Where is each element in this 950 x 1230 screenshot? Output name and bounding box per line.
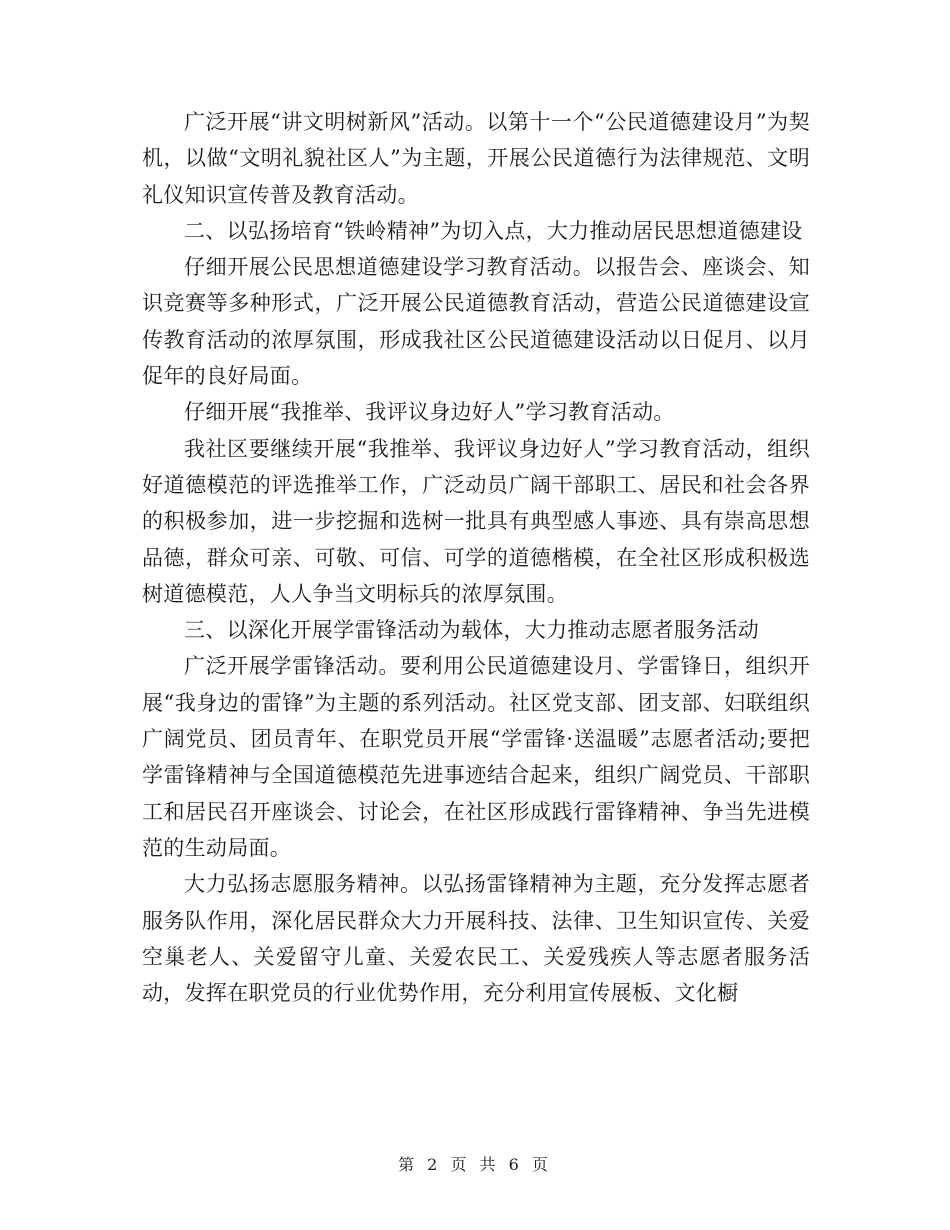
page-number-footer: 第 2 页 共 6 页 xyxy=(398,1155,552,1174)
paragraph-lei-feng-activities: 广泛开展学雷锋活动。要利用公民道德建设月、学雷锋日，组织开展“我身边的雷锋”为主题的系列活动。社区党支部、团支部、妇联组织广阔党员、团员青年、在职党员开展“学雷锋·送温暖”志愿者活动;要把学雷锋精神与全国道德模范先进事迹结合起来，组织广阔党员、干部职工和居民召开座谈会、讨论会，在社区形成践行雷锋精神、争当先进模范的生动局面。 xyxy=(142,654,810,860)
paragraph-civility-campaign: 广泛开展“讲文明树新风”活动。以第十一个“公民道德建设月”为契机，以做“文明礼貌社区人”为主题，开展公民道德行为法律规范、文明礼仪知识宣传普及教育活动。 xyxy=(142,110,810,207)
section-heading-two: 二、以弘扬培育“铁岭精神”为切入点，大力推动居民思想道德建设 xyxy=(184,218,803,243)
paragraph-volunteer-spirit: 大力弘扬志愿服务精神。以弘扬雷锋精神为主题，充分发挥志愿者服务队作用，深化居民群众大力开展科技、法律、卫生知识宣传、关爱空巢老人、关爱留守儿童、关爱农民工、关爱残疾人等志愿者服务活动，发挥在职党员的行业优势作用，充分利用宣传展板、文化橱 xyxy=(142,872,810,1006)
document-body xyxy=(142,104,810,1011)
paragraph-moral-education: 仔细开展公民思想道德建设学习教育活动。以报告会、座谈会、知识竞赛等多种形式，广泛开展公民道德教育活动，营造公民道德建设宣传教育活动的浓厚氛围，形成我社区公民道德建设活动以日促月、以月促年的良好局面。 xyxy=(142,255,810,389)
paragraph-moral-models: 我社区要继续开展“我推举、我评议身边好人”学习教育活动，组织好道德模范的评选推举工作，广泛动员广阔干部职工、居民和社会各界的积极参加，进一步挖掘和选树一批具有典型感人事迹、具有崇高思想品德，群众可亲、可敬、可信、可学的道德楷模，在全社区形成积极选树道德模范，人人争当文明标兵的浓厚氛围。 xyxy=(142,436,810,606)
paragraph-good-people-subheading: 仔细开展“我推举、我评议身边好人”学习教育活动。 xyxy=(184,400,675,425)
section-heading-three: 三、以深化开展学雷锋活动为载体，大力推动志愿者服务活动 xyxy=(184,618,760,643)
